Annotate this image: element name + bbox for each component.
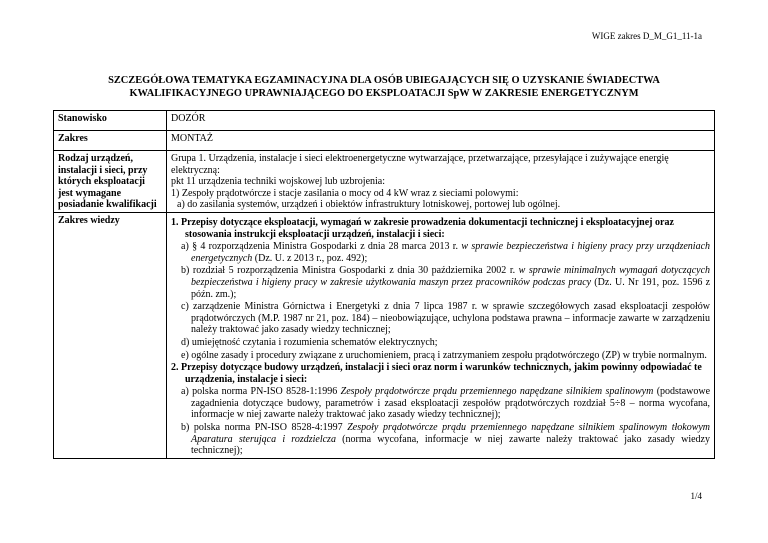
section-1-item-e: e) ogólne zasady i procedury związane z uruchomieniem, pracą i zatrzymaniem zespołu prądotwórczego (ZP) w trybie normalnym. (181, 349, 707, 361)
value-zakres: MONTAŻ (167, 131, 715, 151)
exam-topics-table (53, 110, 715, 459)
section-2-title: 2. Przepisy dotyczące budowy urządzeń, instalacji i sieci oraz norm i warunków technicznych, jakim powinny odpowiadać te urządzenia, instalacje i sieci: (171, 362, 702, 385)
section-1-item-c: c) zarządzenie Ministra Górnictwa i Energetyki z dnia 7 lipca 1987 r. w sprawie szczegółowych zasad eksploatacji zespołów prądotwórczych (M.P. 1987 nr 21, poz. 184) – nieobowiązujące, uchylona podstawa prawna – informacje zawarte w zarządzeniu należy traktować jako zasady wiedzy technicznej; (181, 301, 710, 336)
rodzaj-item: 1) Zespoły prądotwórcze i stacje zasilania o mocy od 4 kW wraz z sieciami polowymi: (171, 187, 519, 199)
label-zakres: Zakres (54, 131, 167, 151)
label-stanowisko: Stanowisko (54, 111, 167, 131)
section-1-item-d: d) umiejętność czytania i rozumienia schematów elektrycznych; (181, 336, 438, 348)
document-reference: WIGE zakres D_M_G1_11-1a (591, 31, 702, 41)
rodzaj-point: pkt 11 urządzenia techniki wojskowej lub uzbrojenia: (171, 176, 386, 188)
page-number: 1/4 (690, 491, 702, 501)
label-rodzaj: Rodzaj urządzeń, instalacji i sieci, przy których eksploatacji jest wymagane posiadanie kwalifikacji (54, 151, 167, 213)
rodzaj-subitem: a) do zasilania systemów, urządzeń i obiektów infrastruktury lotniskowej, portowej lub ogólnej. (177, 199, 561, 211)
row-rodzaj (54, 151, 715, 213)
section-1-item-a: a) § 4 rozporządzenia Ministra Gospodarki z dnia 28 marca 2013 r. w sprawie bezpieczeństwa i higieny pracy przy urządzeniach energetycznych (Dz. U. z 2013 r., poz. 492); (181, 241, 711, 264)
value-stanowisko: DOZÓR (167, 111, 715, 131)
rodzaj-group: Grupa 1. Urządzenia, instalacje i sieci elektroenergetyczne wytwarzające, przetwarzające, przesyłające i zużywające energię elektryczną: (171, 153, 669, 176)
section-2-item-b: b) polska norma PN-ISO 8528-4:1997 Zespoły prądotwórcze prądu przemiennego napędzane silnikiem spalinowym tłokowym Aparatura sterująca i rozdzielcza (norma wycofana, informacje w niej zawarte należy traktować jako zasady wiedzy technicznej); (181, 422, 711, 457)
title-line-2: KWALIFIKACYJNEGO UPRAWNIAJĄCEGO DO EKSPLOATACJI SpW W ZAKRESIE ENERGETYCZNYM (129, 88, 639, 99)
label-zakres-wiedzy: Zakres wiedzy (54, 212, 167, 458)
row-zakres-wiedzy (54, 212, 715, 458)
document-title (40, 74, 728, 100)
value-rodzaj (167, 151, 715, 213)
value-zakres-wiedzy (167, 212, 715, 458)
title-line-1: SZCZEGÓŁOWA TEMATYKA EGZAMINACYJNA DLA OSÓB UBIEGAJĄCYCH SIĘ O UZYSKANIE ŚWIADECTWA (108, 75, 660, 86)
section-2-item-a: a) polska norma PN-ISO 8528-1:1996 Zespoły prądotwórcze prądu przemiennego napędzane silnikiem spalinowym (podstawowe zagadnienia dotyczące budowy, parametrów i zasad eksploatacji zespołów prądotwórczych rozdział 5÷8 – norma wycofana, informacje w niej zawarte należy traktować jako zasady wiedzy technicznej); (181, 386, 711, 421)
row-stanowisko (54, 111, 715, 131)
section-1-item-b: b) rozdział 5 rozporządzenia Ministra Gospodarki z dnia 30 października 2002 r. w sprawie minimalnych wymagań dotyczących bezpieczeństwa i higieny pracy w zakresie użytkowania maszyn przez pracowników podczas pracy (Dz. U. Nr 191, poz. 1596 z późn. zm.); (181, 265, 711, 300)
row-zakres (54, 131, 715, 151)
section-1-title: 1. Przepisy dotyczące eksploatacji, wymagań w zakresie prowadzenia dokumentacji technicznej i eksploatacyjnej oraz stosowania instrukcji eksploatacji urządzeń, instalacji i sieci: (171, 216, 674, 240)
